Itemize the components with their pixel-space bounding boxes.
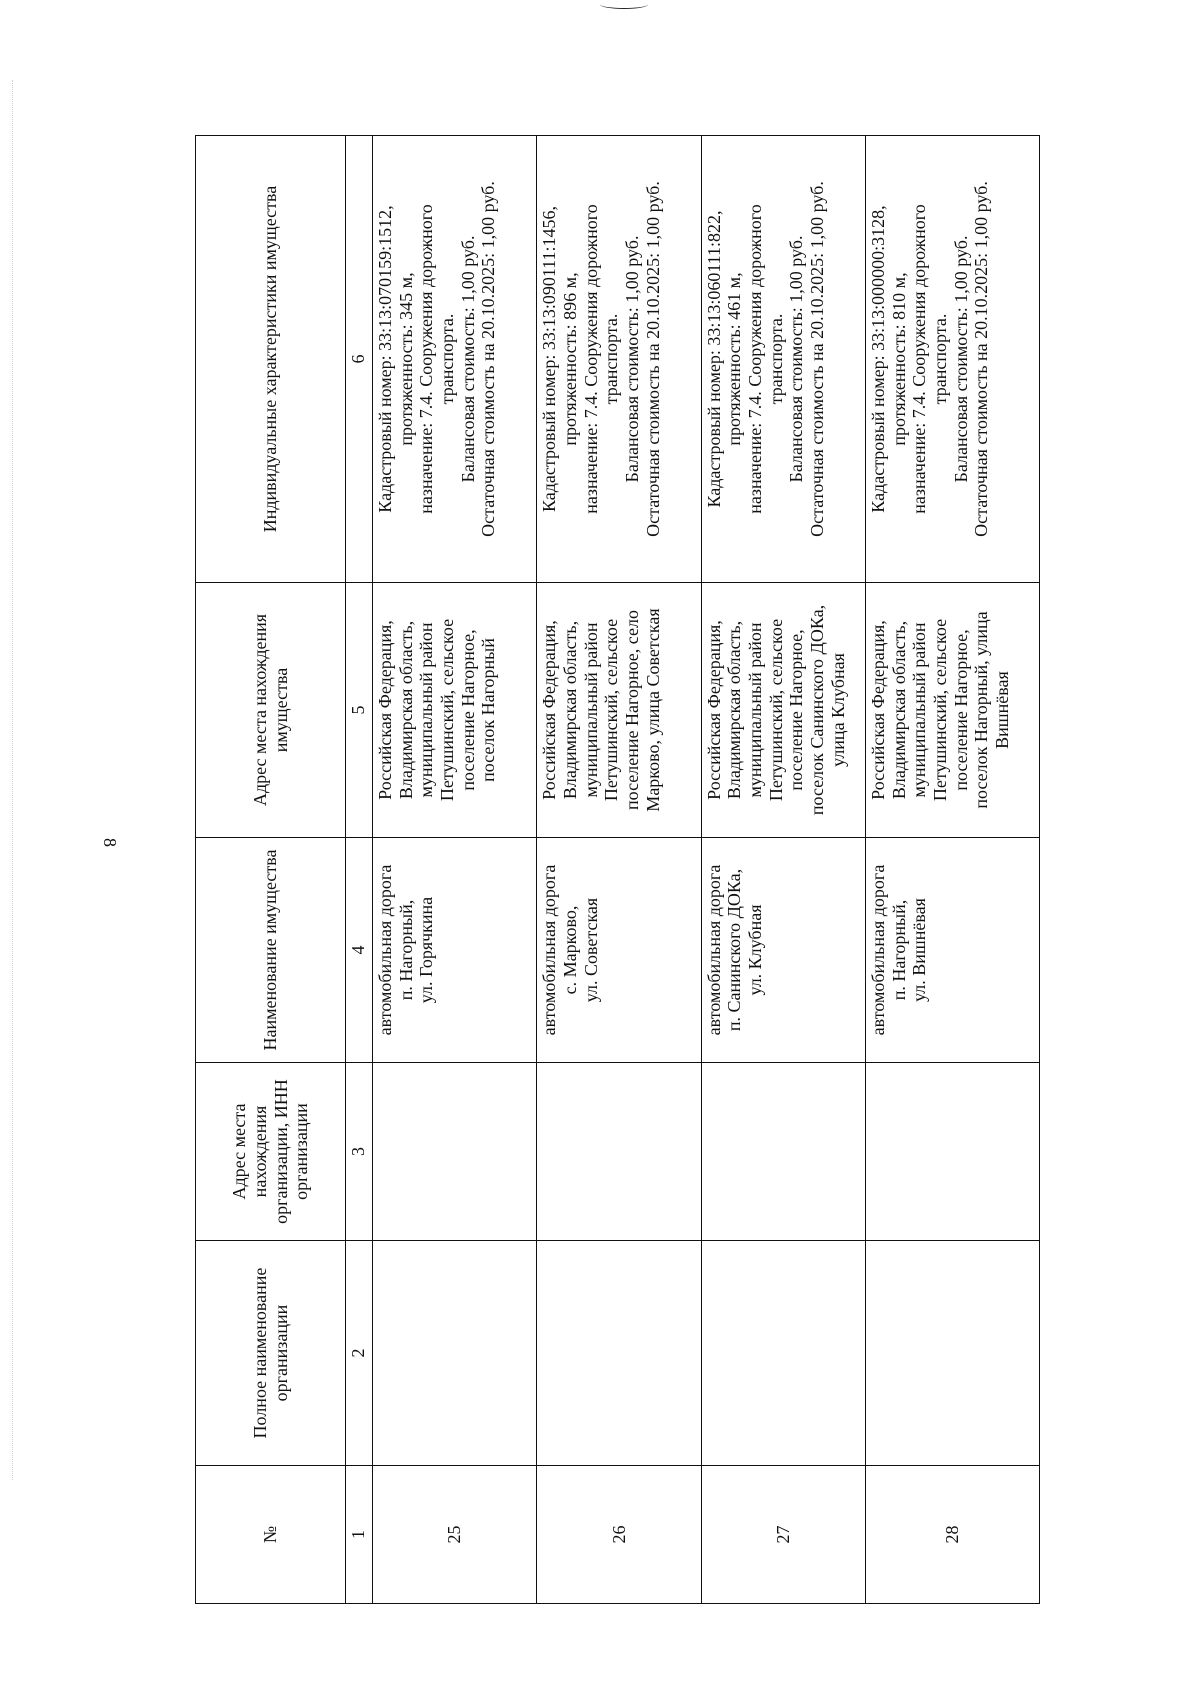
property-name-cell (865, 838, 1039, 1063)
property-name-line: ул. Вишнёвая (909, 898, 930, 1002)
property-characteristic-line: Балансовая стоимость: 1,00 руб. (457, 235, 478, 483)
rotated-table-container (195, 136, 1040, 1604)
header-number: № (196, 1466, 346, 1604)
property-characteristic-line: назначение: 7.4. Сооружения дорожного (744, 204, 765, 514)
property-characteristics-cell (537, 136, 701, 583)
property-characteristic-line: протяженность: 896 м, (559, 272, 580, 446)
property-characteristic-line: Остаточная стоимость на 20.10.2025: 1,00 руб. (807, 181, 828, 537)
property-address-line: Российская Федерация, (375, 620, 395, 800)
property-address-line: поселение Нагорное, (457, 629, 478, 791)
property-address-line: поселок Нагорный, улица (971, 611, 992, 809)
header-org-name: Полное наименование организации (196, 1241, 346, 1466)
property-address-line: Петушинский, сельское (929, 618, 950, 802)
property-address-line: муниципальный район (580, 622, 601, 798)
property-registry-table (195, 135, 1040, 1604)
property-characteristic-line: Кадастровый номер: 33:13:070159:1512, (375, 205, 395, 513)
property-address-line: Петушинский, сельское (437, 618, 458, 802)
property-name-cell (537, 838, 701, 1063)
column-number: 6 (346, 136, 373, 583)
property-address-cell (865, 583, 1039, 838)
property-address-cell (537, 583, 701, 838)
property-address-line: Владимирская область, (559, 620, 580, 800)
property-name-cell (373, 838, 537, 1063)
property-characteristic-line: протяженность: 461 м, (724, 272, 745, 446)
property-address-line: Российская Федерация, (867, 620, 888, 800)
property-address-line: муниципальный район (416, 622, 437, 798)
property-characteristic-line: транспорта. (601, 313, 622, 405)
property-address-line: Владимирская область, (888, 620, 909, 800)
property-name-cell (701, 838, 865, 1063)
property-name-line: автомобильная дорога (703, 864, 724, 1036)
property-address-line: Российская Федерация, (539, 620, 560, 800)
row-number: 28 (865, 1466, 1039, 1604)
property-name-line: п. Нагорный, (395, 899, 416, 1001)
table-header-row (196, 136, 346, 1604)
property-address-line: Вишнёвая (992, 671, 1013, 749)
property-characteristic-line: Балансовая стоимость: 1,00 руб. (622, 235, 643, 483)
header-property-characteristics: Индивидуальные характеристики имущества (196, 136, 346, 583)
property-address-line: поселение Нагорное, (786, 629, 807, 791)
header-org-address: Адрес места нахождения организации, ИНН организации (196, 1063, 346, 1241)
property-characteristic-line: транспорта. (765, 313, 786, 405)
property-characteristic-line: протяженность: 345 м, (395, 272, 416, 446)
property-name-line: ул. Горячкина (416, 896, 437, 1004)
property-address-line: Владимирская область, (724, 620, 745, 800)
property-address-line: Петушинский, сельское (601, 618, 622, 802)
table-row (865, 136, 1039, 1604)
org-name-cell (701, 1241, 865, 1466)
property-address-line: поселение Нагорное, (950, 629, 971, 791)
table-row (373, 136, 537, 1604)
property-name-line: автомобильная дорога (375, 864, 395, 1036)
column-number: 4 (346, 838, 373, 1063)
header-property-address: Адрес места нахождения имущества (196, 583, 346, 838)
property-address-line: Марково, улица Советская (642, 608, 663, 812)
property-characteristic-line: назначение: 7.4. Сооружения дорожного (416, 204, 437, 514)
property-characteristic-line: транспорта. (929, 313, 950, 405)
property-characteristic-line: транспорта. (437, 313, 458, 405)
row-number: 25 (373, 1466, 537, 1604)
org-address-cell (537, 1063, 701, 1241)
row-number: 26 (537, 1466, 701, 1604)
property-address-line: поселок Санинского ДОКа, (807, 604, 828, 816)
property-characteristic-line: Кадастровый номер: 33:13:060111:822, (703, 210, 724, 508)
column-number: 3 (346, 1063, 373, 1241)
org-name-cell (537, 1241, 701, 1466)
property-characteristic-line: Кадастровый номер: 33:13:000000:3128, (867, 205, 888, 513)
org-address-cell (373, 1063, 537, 1241)
property-characteristic-line: Кадастровый номер: 33:13:090111:1456, (539, 205, 560, 513)
property-name-line: автомобильная дорога (539, 864, 560, 1036)
column-number: 1 (346, 1466, 373, 1604)
property-characteristics-cell (373, 136, 537, 583)
property-characteristic-line: Балансовая стоимость: 1,00 руб. (786, 235, 807, 483)
table-row (701, 136, 865, 1604)
property-address-line: поселение Нагорное, село (622, 610, 643, 810)
property-name-line: ул. Советская (580, 897, 601, 1003)
org-address-cell (701, 1063, 865, 1241)
property-characteristic-line: назначение: 7.4. Сооружения дорожного (909, 204, 930, 514)
org-name-cell (373, 1241, 537, 1466)
property-address-line: Российская Федерация, (703, 620, 724, 800)
property-characteristics-cell (865, 136, 1039, 583)
row-number: 27 (701, 1466, 865, 1604)
property-address-line: муниципальный район (744, 622, 765, 798)
property-name-line: ул. Клубная (744, 904, 765, 996)
property-characteristic-line: Остаточная стоимость на 20.10.2025: 1,00 руб. (478, 181, 499, 537)
org-name-cell (865, 1241, 1039, 1466)
property-characteristic-line: Остаточная стоимость на 20.10.2025: 1,00 руб. (971, 181, 992, 537)
page-number: 8 (100, 838, 120, 847)
org-address-cell (865, 1063, 1039, 1241)
property-name-line: автомобильная дорога (867, 864, 888, 1036)
property-name-line: с. Марково, (559, 905, 580, 995)
scan-artifact-edge (12, 80, 14, 1480)
property-characteristic-line: назначение: 7.4. Сооружения дорожного (580, 204, 601, 514)
scan-artifact-mark (600, 0, 648, 9)
property-characteristic-line: Балансовая стоимость: 1,00 руб. (950, 235, 971, 483)
property-address-cell (373, 583, 537, 838)
property-address-line: поселок Нагорный (478, 638, 499, 782)
property-address-line: муниципальный район (909, 622, 930, 798)
property-address-cell (701, 583, 865, 838)
property-name-line: п. Санинского ДОКа, (724, 868, 745, 1032)
property-address-line: Петушинский, сельское (765, 618, 786, 802)
header-property-name: Наименование имущества (196, 838, 346, 1063)
table-row (537, 136, 701, 1604)
property-name-line: п. Нагорный, (888, 899, 909, 1001)
column-number: 2 (346, 1241, 373, 1466)
property-characteristic-line: Остаточная стоимость на 20.10.2025: 1,00 руб. (642, 181, 663, 537)
column-number-row (346, 136, 373, 1604)
property-characteristic-line: протяженность: 810 м, (888, 272, 909, 446)
property-address-line: Владимирская область, (395, 620, 416, 800)
column-number: 5 (346, 583, 373, 838)
property-characteristics-cell (701, 136, 865, 583)
property-address-line: улица Клубная (827, 653, 848, 767)
